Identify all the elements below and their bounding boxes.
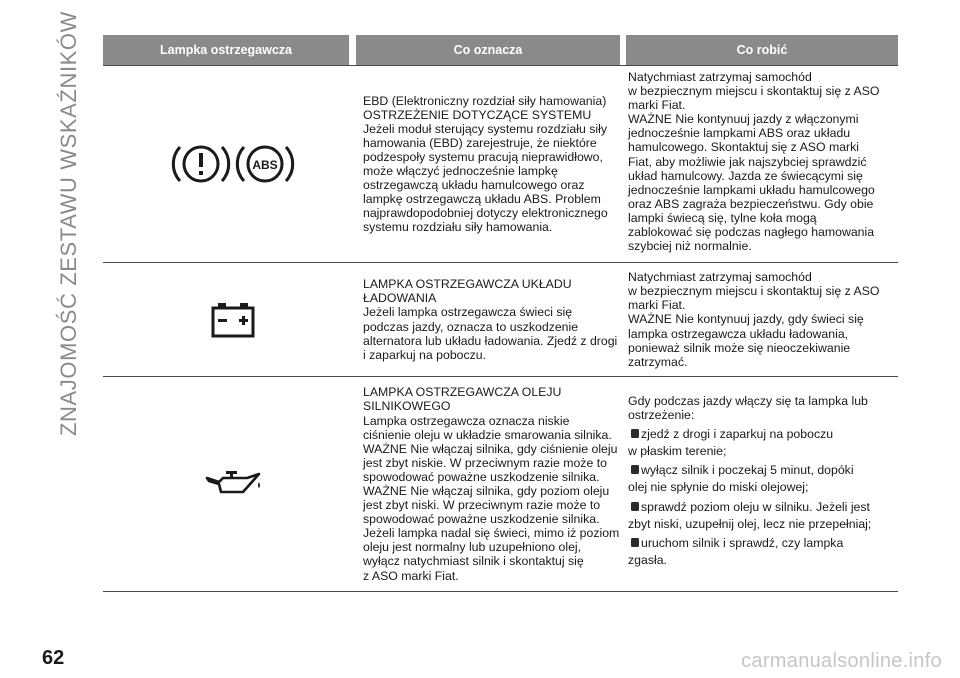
bullet-text: uruchom silnik i sprawdź, czy lampka (641, 535, 844, 550)
bullet-text-cont: zgasła. (628, 552, 667, 567)
bullet-text-cont: olej nie spłynie do miski olejowej; (628, 480, 809, 495)
bullet-icon (631, 538, 639, 547)
icon-cell (103, 66, 363, 262)
list-item (628, 500, 896, 531)
header-action: Co robić (626, 35, 898, 65)
bullet-text: zjedź z drogi i zaparkuj na poboczu (641, 427, 834, 442)
list-item (628, 427, 896, 458)
battery-icon (210, 300, 256, 340)
icon-cell (103, 263, 363, 376)
abs-label: ABS (252, 158, 278, 172)
warning-lights-table (103, 35, 898, 592)
list-item (628, 463, 896, 494)
page-number: 62 (42, 647, 65, 669)
action-cell (628, 377, 898, 591)
meaning-text: EBD (Elektroniczny rozdział siły hamowania) OSTRZEŻENIE DOTYCZĄCE SYSTEMU Jeżeli moduł sterujący systemu rozdziału siły hamowania (EBD) zarejestruje, że niektóre podzespoły systemu pracują nieprawidłowo, może włączyć jednocześnie lampkę ostrzegawczą układu hamulcowego oraz lampkę ostrzegawczą układu ABS. Problem najprawdopodobniej dotyczy elektronicznego systemu rozdziału siły hamowania. (363, 93, 608, 235)
meaning-text: LAMPKA OSTRZEGAWCZA OLEJU SILNIKOWEGO Lampka ostrzegawcza oznacza niskie ciśnienie oleju w układzie smarowania silnika. WAŻNE Nie włączaj silnika, gdy ciśnienie oleju jest zbyt niskie. W przeciwnym razie może to spowodować poważne uszkodzenie silnika. WAŻNE Nie włączaj silnika, gdy poziom oleju jest zbyt niski. W przeciwnym razie może to spowodować poważne uszkodzenie silnika. Jeżeli lampka nadal się świeci, mimo iż poziom oleju jest normalny lub uzupełniono olej, wyłącz natychmiast silnik i skontaktuj się z ASO marki Fiat. (363, 385, 620, 583)
meaning-cell (363, 263, 628, 376)
bullet-text: sprawdź poziom oleju w silniku. Jeżeli jest (641, 499, 870, 514)
meaning-cell (363, 377, 628, 591)
action-text: Natychmiast zatrzymaj samochód w bezpiecznym miejscu i skontaktuj się z ASO marki Fiat. WAŻNE Nie kontynuuj jazdy z włączonymi jednocześnie lampkami ABS oraz układu hamulcowego. Skontaktuj się z ASO marki Fiat, aby możliwie jak najszybciej sprawdzić układ hamulcowy. Jazda ze świecącymi się jednocześnie lampkami układu hamulcowego oraz ABS zagraża bezpieczeństwu. Gdy obie lampki świecą się, tylne koła mogą zablokować się podczas nagłego hamowania szybciej niż normalnie. (628, 70, 880, 254)
list-item (628, 536, 896, 567)
bullet-text: wyłącz silnik i poczekaj 5 minut, dopóki (641, 463, 854, 478)
icon-cell (103, 377, 363, 591)
table-row (103, 263, 898, 377)
header-meaning: Co oznacza (356, 35, 620, 65)
bullet-text-cont: w płaskim terenie; (628, 444, 727, 459)
table-row (103, 377, 898, 592)
action-cell (628, 66, 898, 262)
bullet-icon (631, 465, 639, 474)
table-header (103, 35, 898, 65)
chapter-title: ZNAJOMOŚĆ ZESTAWU WSKAŹNIKÓW (56, 10, 81, 436)
header-warning-light: Lampka ostrzegawcza (103, 35, 349, 65)
table-row (103, 65, 898, 263)
bullet-icon (631, 502, 639, 511)
abs-warning-icon (234, 133, 296, 195)
action-intro: Gdy podczas jazdy włączy się ta lampka lub ostrzeżenie: (628, 394, 868, 423)
meaning-text: LAMPKA OSTRZEGAWCZA UKŁADU ŁADOWANIA Jeżeli lampka ostrzegawcza świeci się podczas jazdy, oznacza to uszkodzenie alternatora lub układu ładowania. Zjedź z drogi i zaparkuj na poboczu. (363, 277, 618, 362)
watermark: carmanualsonline.info (741, 650, 942, 672)
action-text: Natychmiast zatrzymaj samochód w bezpiecznym miejscu i skontaktuj się z ASO marki Fiat. WAŻNE Nie kontynuuj jazdy, gdy świeci się lampka ostrzegawcza układu ładowania, ponieważ silnik może się nieoczekiwanie zatrzymać. (628, 270, 880, 369)
bullet-text-cont: zbyt niski, uzupełnij olej, lecz nie przepełniaj; (628, 516, 872, 531)
meaning-cell (363, 66, 628, 262)
bullet-icon (631, 429, 639, 438)
brake-warning-icon (170, 133, 232, 195)
oil-can-icon (203, 468, 263, 500)
action-cell (628, 263, 898, 376)
